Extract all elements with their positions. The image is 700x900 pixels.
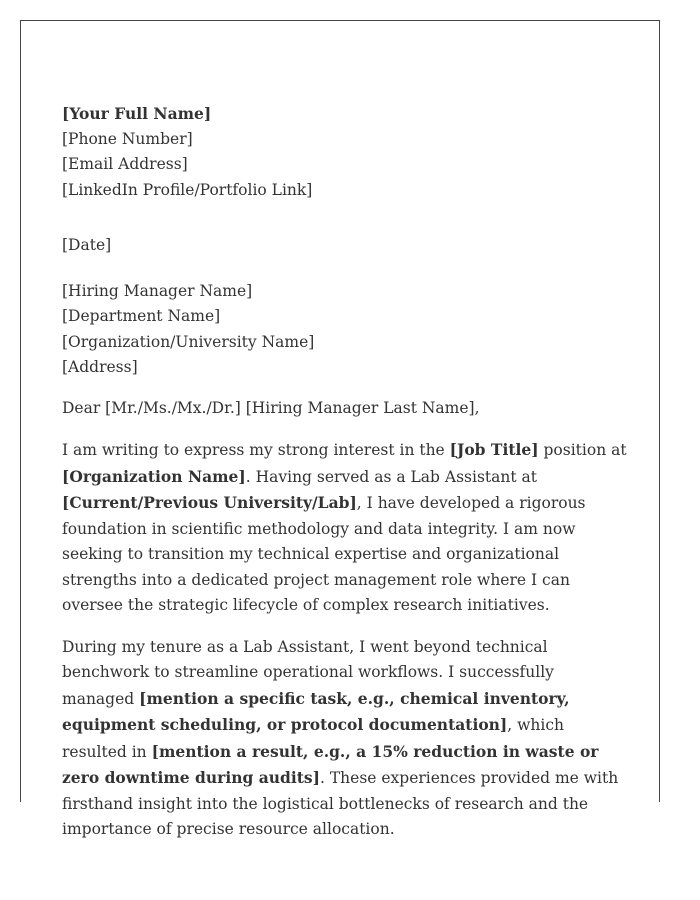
recipient-block bbox=[62, 279, 632, 381]
sender-name: [Your Full Name] bbox=[62, 104, 212, 123]
paragraph-experience bbox=[62, 635, 628, 843]
p2-text-3: . These experiences provided me with firsthand insight into the logistical bottlenecks of research and the importance of precise resource allocation. bbox=[62, 769, 619, 838]
paragraph-intro bbox=[62, 437, 628, 619]
letter-body bbox=[62, 101, 632, 859]
p2-text-2: , which resulted in bbox=[62, 716, 565, 761]
p1-job-title: [Job Title] bbox=[449, 440, 539, 459]
recipient-organization: [Organization/University Name] bbox=[62, 332, 315, 351]
recipient-name: [Hiring Manager Name] bbox=[62, 281, 253, 300]
recipient-department: [Department Name] bbox=[62, 307, 221, 325]
recipient-address: [Address] bbox=[62, 358, 138, 376]
sender-block bbox=[62, 101, 632, 203]
sender-phone: [Phone Number] bbox=[62, 129, 193, 148]
p1-organization: [Organization Name] bbox=[62, 466, 246, 486]
sender-email: [Email Address] bbox=[62, 155, 188, 173]
p1-text-2: position at bbox=[538, 441, 627, 459]
letter-date: [Date] bbox=[62, 236, 112, 254]
salutation: Dear [Mr./Ms./Mx./Dr.] [Hiring Manager Last Name], bbox=[62, 398, 480, 417]
p2-task: [mention a specific task, e.g., chemical inventory, equipment scheduling, or protocol documentation] bbox=[62, 688, 570, 734]
p1-lab: [Current/Previous University/Lab] bbox=[62, 493, 357, 512]
sender-link: [LinkedIn Profile/Portfolio Link] bbox=[62, 180, 313, 199]
p2-result: [mention a result, e.g., a 15% reduction in waste or zero downtime during audits] bbox=[62, 741, 599, 787]
p1-text-1: I am writing to express my strong interest in the bbox=[62, 441, 450, 459]
p1-text-4: , I have developed a rigorous foundation in scientific methodology and data integrity. I am now seeking to transition my technical expertise and organizational strengths into a dedicated project management role where I can oversee the strategic lifecycle of complex research initiatives. bbox=[62, 494, 586, 614]
letter-page bbox=[20, 20, 660, 838]
p2-text-1: During my tenure as a Lab Assistant, I went beyond technical benchwork to streamline operational workflows. I successfully managed bbox=[62, 637, 554, 708]
p1-text-3: . Having served as a Lab Assistant at bbox=[245, 467, 537, 486]
